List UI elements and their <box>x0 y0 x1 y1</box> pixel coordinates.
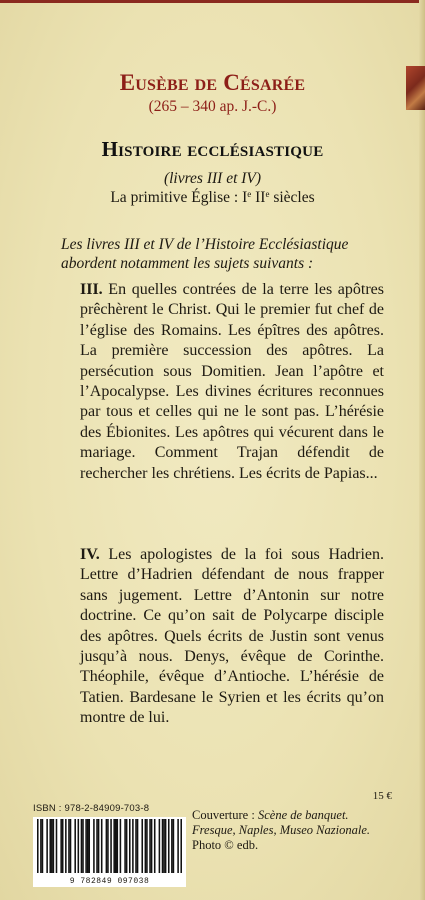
subtitle-part: siècles <box>269 189 315 206</box>
isbn: ISBN : 978-2-84909-703-8 <box>33 803 150 814</box>
dates-era: J.-C.) <box>241 98 277 115</box>
credit-label: Couverture : <box>192 808 255 822</box>
credit-location: Fresque, Naples, Museo Nazionale. <box>192 823 370 837</box>
barcode <box>33 817 186 887</box>
volumes-label: (livres III et IV) <box>163 170 262 187</box>
section-books-4 <box>80 545 384 729</box>
subtitle-sup: e <box>247 189 252 199</box>
barcode-block <box>33 803 186 887</box>
top-edge <box>0 0 425 3</box>
subtitle-sup: e <box>265 189 270 199</box>
book-title: Histoire ecclésiastique <box>101 137 324 161</box>
author-dates <box>0 98 425 116</box>
section-number: III. <box>80 281 103 298</box>
credit-photo: Photo © edb. <box>192 838 259 852</box>
cover-credit <box>192 808 370 853</box>
credit-line <box>192 808 370 823</box>
intro-text: Les livres III et IV de l’Histoire Ecclésiastique abordent notamment les sujets suivants : <box>61 236 349 272</box>
barcode-bars <box>37 819 182 873</box>
dates-years: (265 – 340 ap. <box>148 98 239 115</box>
section-books-3 <box>80 280 384 484</box>
subtitle <box>0 189 425 207</box>
subtitle-part: II <box>251 189 266 206</box>
section-body: En quelles contrées de la terre les apôtres prêchèrent le Christ. Qui le premier fut chef de l’église des Romains. Les épîtres des apôtres. La première succession des apôtres. La persécution sous Domitien. Jean l’apôtre et l’Apocalypse. Les divines écritures reconnues par tous et celles qui ne le sont pas. L’hérésie des Ébionites. Les apôtres qui vécurent dans le mariage. Comment Trajan défendit de rechercher les chrétiens. Les écrits de Papias... <box>80 281 384 482</box>
price: 15 € <box>372 790 392 802</box>
author-name: Eusèbe de Césarée <box>119 70 306 95</box>
spine-edge <box>419 0 425 900</box>
barcode-digits: 9 782849 097038 <box>69 877 150 886</box>
subtitle-part: La primitive Église : I <box>110 189 248 206</box>
section-number: IV. <box>80 546 100 563</box>
section-body: Les apologistes de la foi sous Hadrien. Lettre d’Hadrien défendant de nous frapper sans jugement. Lettre d’Antonin sur notre doctrine. Ce qu’on sait de Polycarpe disciple des apôtres. Quels écrits de Justin sont venus jusqu’à nous. Denys, évêque de Corinthe. Théophile, évêque d’Antioche. L’hérésie de Tatien. Bardesane le Syrien et les écrits qu’on montre de lui. <box>80 546 384 727</box>
credit-artwork: Scène de banquet. <box>257 808 349 822</box>
